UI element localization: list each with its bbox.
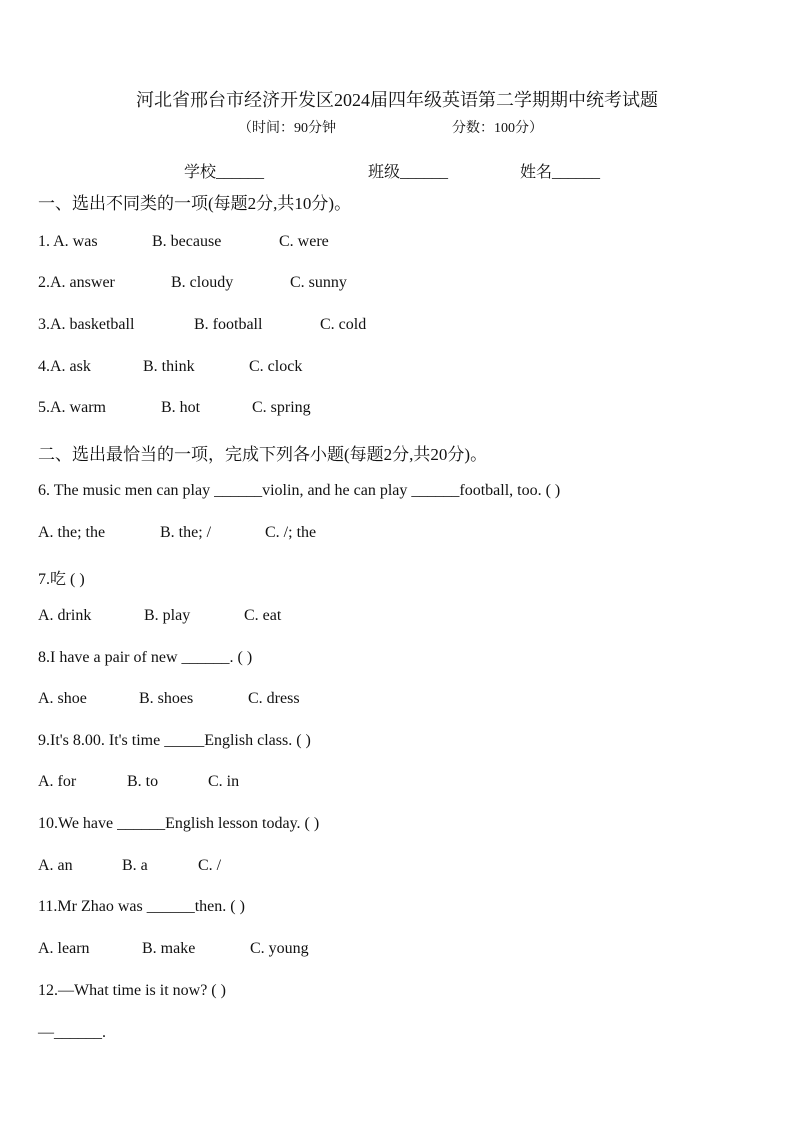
question-9-options: [38, 773, 738, 795]
option-a: A. an: [38, 857, 73, 874]
question-3: [38, 316, 738, 338]
option-a: 5.A. warm: [38, 399, 106, 416]
option-c: C. sunny: [290, 274, 347, 291]
class-field: 班级______: [368, 164, 449, 181]
question-11-options: [38, 940, 738, 962]
option-c: C. /; the: [265, 524, 317, 541]
question-7-stem: 7.吃 ( ): [38, 571, 85, 588]
option-b: B. to: [127, 773, 159, 790]
section-1-heading: 一、选出不同类的一项(每题2分,共10分)。: [38, 194, 352, 213]
exam-score: 分数：100分）: [452, 121, 543, 136]
option-c: C. in: [208, 773, 240, 790]
option-b: B. shoes: [139, 690, 194, 707]
option-c: C. eat: [244, 607, 282, 624]
question-6-options: [38, 524, 738, 546]
option-a: 1. A. was: [38, 233, 98, 250]
question-7-options: [38, 607, 738, 629]
option-c: C. young: [250, 940, 309, 957]
option-a: A. drink: [38, 607, 92, 624]
option-b: B. hot: [161, 399, 201, 416]
option-a: A. shoe: [38, 690, 87, 707]
option-a: A. learn: [38, 940, 90, 957]
option-a: A. for: [38, 773, 77, 790]
question-4: [38, 358, 738, 380]
option-b: B. the; /: [160, 524, 212, 541]
option-b: B. cloudy: [171, 274, 234, 291]
question-9-stem: 9.It's 8.00. It's time _____English class. ( ): [38, 732, 311, 749]
question-10-stem: 10.We have ______English lesson today. ( ): [38, 815, 320, 832]
option-b: B. football: [194, 316, 263, 333]
page-title: 河北省邢台市经济开发区2024届四年级英语第二学期期中统考试题: [136, 90, 658, 110]
question-2: [38, 274, 738, 296]
question-12-answer-line: —______.: [38, 1024, 106, 1041]
option-c: C. were: [279, 233, 329, 250]
question-10-options: [38, 857, 738, 879]
question-8-options: [38, 690, 738, 712]
question-12-stem: 12.—What time is it now? ( ): [38, 982, 226, 999]
name-field: 姓名______: [520, 164, 601, 181]
option-b: B. make: [142, 940, 196, 957]
option-b: B. play: [144, 607, 191, 624]
option-a: 4.A. ask: [38, 358, 91, 375]
question-11-stem: 11.Mr Zhao was ______then. ( ): [38, 898, 245, 915]
school-field: 学校______: [184, 164, 265, 181]
section-2-heading: 二、选出最恰当的一项，完成下列各小题(每题2分,共20分)。: [38, 445, 488, 464]
question-1: [38, 233, 738, 255]
option-b: B. think: [143, 358, 195, 375]
question-8-stem: 8.I have a pair of new ______. ( ): [38, 649, 253, 666]
question-5: [38, 399, 738, 421]
option-a: 2.A. answer: [38, 274, 115, 291]
option-c: C. cold: [320, 316, 367, 333]
option-c: C. /: [198, 857, 222, 874]
option-c: C. clock: [249, 358, 303, 375]
question-6-stem: 6. The music men can play ______violin, and he can play ______football, too. ( ): [38, 482, 561, 499]
option-b: B. a: [122, 857, 148, 874]
option-c: C. dress: [248, 690, 300, 707]
option-a: A. the; the: [38, 524, 106, 541]
exam-time: （时间：90分钟: [238, 121, 336, 136]
option-c: C. spring: [252, 399, 311, 416]
option-b: B. because: [152, 233, 222, 250]
option-a: 3.A. basketball: [38, 316, 135, 333]
